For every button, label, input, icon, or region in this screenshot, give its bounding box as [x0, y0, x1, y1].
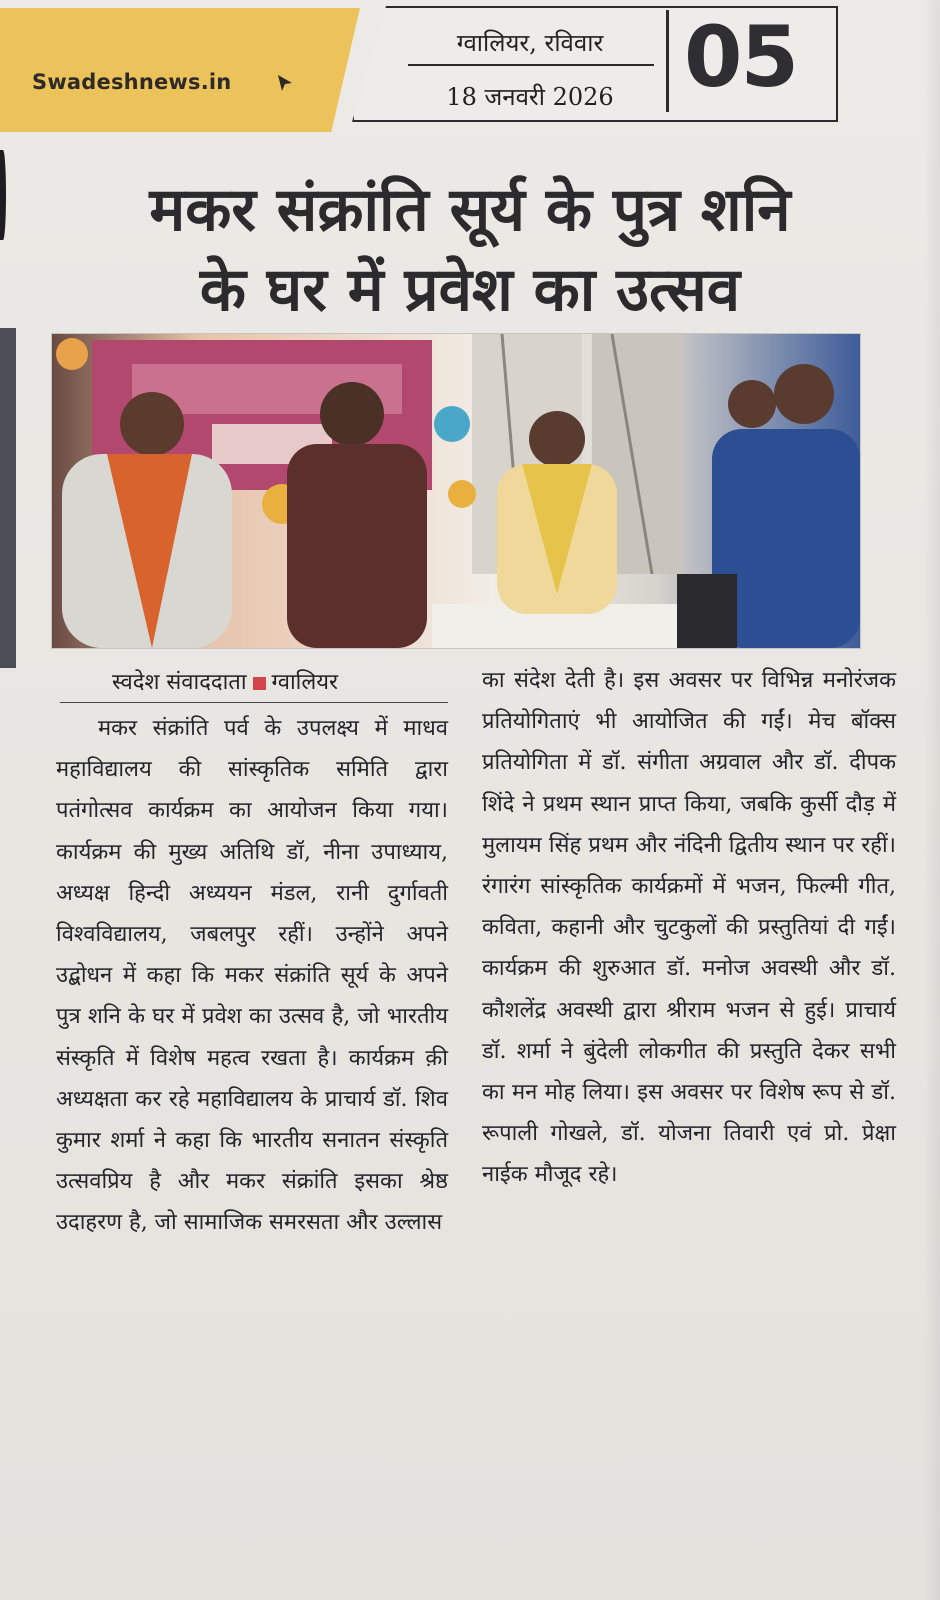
page-edge-shadow [0, 150, 6, 240]
cursor-arrow-icon [276, 73, 294, 93]
adjacent-photo-edge [0, 328, 16, 668]
byline-separator-square [253, 677, 266, 690]
dateline-rule [408, 64, 654, 66]
page-fold-shade [924, 0, 940, 1600]
event-photo [52, 334, 860, 648]
dateline-date: 18 जनवरी 2026 [446, 83, 614, 111]
event-photo-illustration [52, 334, 860, 648]
dateline-divider [666, 10, 669, 112]
byline-city: ग्वालियर [271, 670, 339, 695]
headline-line-1: मकर संक्रांति सूर्य के पुत्र शनि [149, 175, 791, 245]
article-body-left-column: मकर संक्रांति पर्व के उपलक्ष्य में माधव महाविद्यालय की सांस्कृतिक समिति द्वारा पतंगोत्सव कार्यक्रम का आयोजन किया गया। कार्यक्रम की मुख्य अतिथि डॉ, नीना उपाध्याय, अध्यक्ष हिन्दी अध्ययन मंडल, रानी दुर्गावती विश्वविद्यालय, जबलपुर रहीं। उन्होंने अपने उद्बोधन में कहा कि मकर संक्रांति सूर्य के अपने पुत्र शनि के घर में प्रवेश का उत्सव है, जो भारतीय संस्कृति में विशेष महत्व रखता है। कार्यक्रम क़ी अध्यक्षता कर रहे महाविद्यालय के प्राचार्य डॉ. शिव कुमार शर्मा ने कहा कि भारतीय सनातन संस्कृति उत्सवप्रिय है और मकर संक्रांति इसका श्रेष्ठ उदाहरण है, जो सामाजिक समरसता और उल्लास [56, 716, 448, 1236]
article-body-right-column: का संदेश देती है। इस अवसर पर विभिन्न मनोरंजक प्रतियोगिताएं भी आयोजित की गईं। मेच बॉक्स प्रतियोगिता में डॉ. संगीता अग्रवाल और डॉ. दीपक शिंदे ने प्रथम स्थान प्राप्त किया, जबकि कुर्सी दौड़ में मुलायम सिंह प्रथम और नंदिनी द्वितीय स्थान पर रहीं। रंगारंग सांस्कृतिक कार्यक्रमों में भजन, फिल्मी गीत, कविता, कहानी और चुटकुलों की प्रस्तुतियां दी गईं। कार्यक्रम की शुरुआत डॉ. मनोज अवस्थी और डॉ. कौशलेंद्र अवस्थी द्वारा श्रीराम भजन से हुई। प्राचार्य डॉ. शर्मा ने बुंदेली लोकगीत की प्रस्तुति देकर सभी का मन मोह लिया। इस अवसर पर विशेष रूप से डॉ. रूपाली गोखले, डॉ. योजना तिवारी एवं प्रो. प्रेक्षा नाईक मौजूद रहे। [482, 668, 896, 1188]
article-headline [30, 170, 910, 330]
byline-rule [60, 702, 448, 703]
page-number: 05 [684, 8, 797, 106]
headline-line-2: के घर में प्रवेश का उत्सव [199, 255, 741, 325]
byline [112, 666, 338, 696]
dateline-city-day: ग्वालियर, रविवार [456, 29, 604, 57]
site-link: Swadeshnews.in [32, 70, 232, 94]
byline-author: स्वदेश संवाददाता [112, 670, 247, 695]
